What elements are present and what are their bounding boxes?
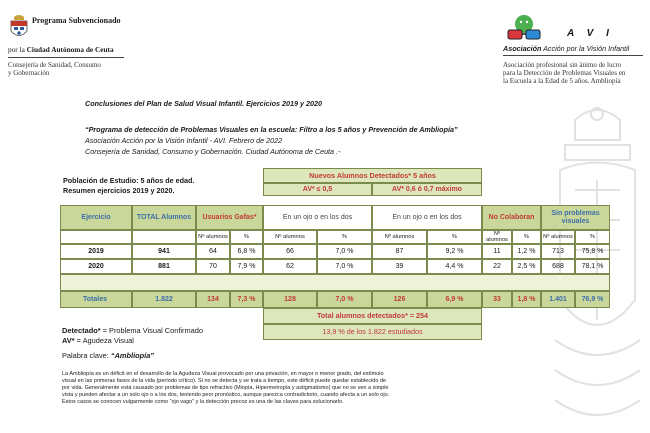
avi-glasses-logo-icon <box>506 14 542 44</box>
table-row-totals-av1-p: 7,0 % <box>317 291 372 308</box>
legend-detectado-value: = Problema Visual Confirmado <box>100 326 203 335</box>
program-title <box>32 16 121 25</box>
subhead-av1-p: % <box>317 230 372 244</box>
avi-desc-line3: la Escuela a la Edad de 5 años. Ambliopía <box>503 77 621 85</box>
header-right-divider <box>503 55 643 56</box>
table-row-2019-total: 941 <box>132 244 196 259</box>
association-line: Asociación Acción por la Visión Infantil - AVI. Febrero de 2022 <box>85 136 283 145</box>
legend-av-key: AV* <box>62 336 75 345</box>
table-row-2019-av2-n: 87 <box>372 244 427 259</box>
avi-description <box>503 61 648 85</box>
table-row-totals-nc-n: 33 <box>482 291 512 308</box>
table-row-2020-sp-n: 688 <box>541 259 575 274</box>
group-header-detected: Nuevos Alumnos Detectados* 5 años <box>263 168 482 183</box>
table-row-totals-av2-n: 126 <box>372 291 427 308</box>
table-row-2020-gafas-n: 70 <box>196 259 230 274</box>
legend-av <box>62 336 134 345</box>
por-la-label: por la <box>8 45 25 54</box>
table-spacer-row <box>60 274 610 291</box>
avi-subtitle-bold: Asociación <box>503 44 542 53</box>
subheader-av1: AV* ≤ 0,5 <box>263 183 372 196</box>
table-row-totals-gafas-n: 134 <box>196 291 230 308</box>
table-row-2019-gafas-p: 6,8 % <box>230 244 263 259</box>
subhead-nc-p: % <box>512 230 541 244</box>
table-row-2020-av1-n: 62 <box>263 259 317 274</box>
subhead-av2-n: Nº alumnos <box>372 230 427 244</box>
header-ojo2: En un ojo o en los dos <box>372 205 482 230</box>
table-row-totals-sp-n: 1.401 <box>541 291 575 308</box>
table-row-2020-nc-n: 22 <box>482 259 512 274</box>
ceuta-crest-icon <box>8 14 30 40</box>
population-line2: Resumen ejercicios 2019 y 2020. <box>63 186 175 195</box>
table-row-totals-gafas-p: 7,3 % <box>230 291 263 308</box>
table-row-2019-av1-n: 66 <box>263 244 317 259</box>
subhead-blank-2 <box>132 230 196 244</box>
subhead-gafas-p: % <box>230 230 263 244</box>
table-row-2019-nc-n: 11 <box>482 244 512 259</box>
subhead-blank-1 <box>60 230 132 244</box>
table-row-2020-year: 2020 <box>60 259 132 274</box>
table-row-totals-label: Totales <box>60 291 132 308</box>
legend-av-value: = Agudeza Visual <box>74 336 134 345</box>
header-left-divider <box>8 57 124 58</box>
avi-desc-line1: Asociación profesional sin ánimo de lucro <box>503 61 622 69</box>
subheader-av2: AV* 0,6 ó 0,7 máximo <box>372 183 482 196</box>
consejeria-line: Consejería de Sanidad, Consumo y Gobernación. Ciudad Autónoma de Ceuta .- <box>85 147 341 156</box>
table-row-2019-gafas-n: 64 <box>196 244 230 259</box>
subhead-nc-n: Nº alumnos <box>482 230 512 244</box>
program-quote: “Programa de detección de Problemas Visuales en la escuela: Filtro a los 5 años y Prevención de Ambliopía” <box>85 125 458 134</box>
header-sinproblemas: Sin problemas visuales <box>541 205 610 230</box>
subhead-sp-n: Nº alumnos <box>541 230 575 244</box>
conclusions-title: Conclusiones del Plan de Salud Visual Infantil. Ejercicios 2019 y 2020 <box>85 99 323 108</box>
table-row-totals-sp-p: 76,9 % <box>575 291 610 308</box>
table-row-2020-total: 881 <box>132 259 196 274</box>
table-row-2020-gafas-p: 7,9 % <box>230 259 263 274</box>
header-ojo1: En un ojo o en los dos <box>263 205 372 230</box>
subhead-av2-p: % <box>427 230 482 244</box>
table-row-2020-av1-p: 7,0 % <box>317 259 372 274</box>
keyword-label: Palabra clave: <box>62 351 111 360</box>
keyword-line <box>62 351 154 360</box>
table-row-2019-av2-p: 9,2 % <box>427 244 482 259</box>
keyword-value: “Ambliopía” <box>110 351 155 360</box>
table-row-2020-sp-p: 78,1 % <box>575 259 610 274</box>
table-row-totals-total: 1.822 <box>132 291 196 308</box>
amblyopia-description: La Ambliopía es un déficit en el desarrollo de la Agudeza Visual provocado por una privación, en mayor o menor grado, del estímulo visual en las primeras fases de la vida (período crítico). Si no se detecta y se trata a tiempo, este déficit puede quedar establecido de por vida. Generalmente está causado por problemas de tipo refractivo (Miopía, Hipermetropía y astigmatismo) que no se ven a simple vista y pueden afectar a un solo ojo o a los dos, teniendo peor pronóstico, aunque parezca contradictorio, cuando afecta a un solo ojo. Estos casos se conocen vulgarmente como “ojo vago” y la detección precoz es una de las claves para solucionarlo. <box>62 371 390 405</box>
program-subsidized-label: Programa Subvencionado <box>32 16 121 25</box>
detected-total: Total alumnos detectados* = 254 <box>263 308 482 324</box>
table-row-2020-av2-n: 39 <box>372 259 427 274</box>
table-row-2019-av1-p: 7,0 % <box>317 244 372 259</box>
table-row-2019-year: 2019 <box>60 244 132 259</box>
consejeria-line1: Consejería de Sanidad, Consumo <box>8 61 101 69</box>
avi-subtitle <box>503 44 629 53</box>
detected-percent: 13,9 % de los 1.822 estudiados <box>263 324 482 340</box>
legend-detectado <box>62 326 203 335</box>
avi-title: A V I <box>567 28 614 39</box>
table-row-2019-sp-p: 75,8 % <box>575 244 610 259</box>
header-ejercicio: Ejercicio <box>60 205 132 230</box>
avi-subtitle-rest: Acción por la Visión Infantil <box>543 44 630 53</box>
subhead-sp-p: % <box>575 230 610 244</box>
legend-detectado-key: Detectado* <box>62 326 101 335</box>
table-row-2020-nc-p: 2,5 % <box>512 259 541 274</box>
table-row-2019-nc-p: 1,2 % <box>512 244 541 259</box>
header-gafas: Usuarios Gafas* <box>196 205 263 230</box>
avi-desc-line2: para la Detección de Problemas Visuales en <box>503 69 626 77</box>
population-line1: Población de Estudio: 5 años de edad. <box>63 176 195 185</box>
header-nocolaboran: No Colaboran <box>482 205 541 230</box>
consejeria-line2: y Gobernación <box>8 69 50 77</box>
table-row-2020-av2-p: 4,4 % <box>427 259 482 274</box>
table-row-totals-av2-p: 6,9 % <box>427 291 482 308</box>
consejeria-block <box>8 61 158 77</box>
table-row-totals-nc-p: 1,8 % <box>512 291 541 308</box>
subhead-av1-n: Nº alumnos <box>263 230 317 244</box>
table-row-2019-sp-n: 713 <box>541 244 575 259</box>
program-subtitle <box>8 45 114 54</box>
header-total: TOTAL Alumnos <box>132 205 196 230</box>
subhead-gafas-n: Nº alumnos <box>196 230 230 244</box>
table-row-totals-av1-n: 128 <box>263 291 317 308</box>
ciudad-autonoma-label: Ciudad Autónoma de Ceuta <box>26 45 114 54</box>
